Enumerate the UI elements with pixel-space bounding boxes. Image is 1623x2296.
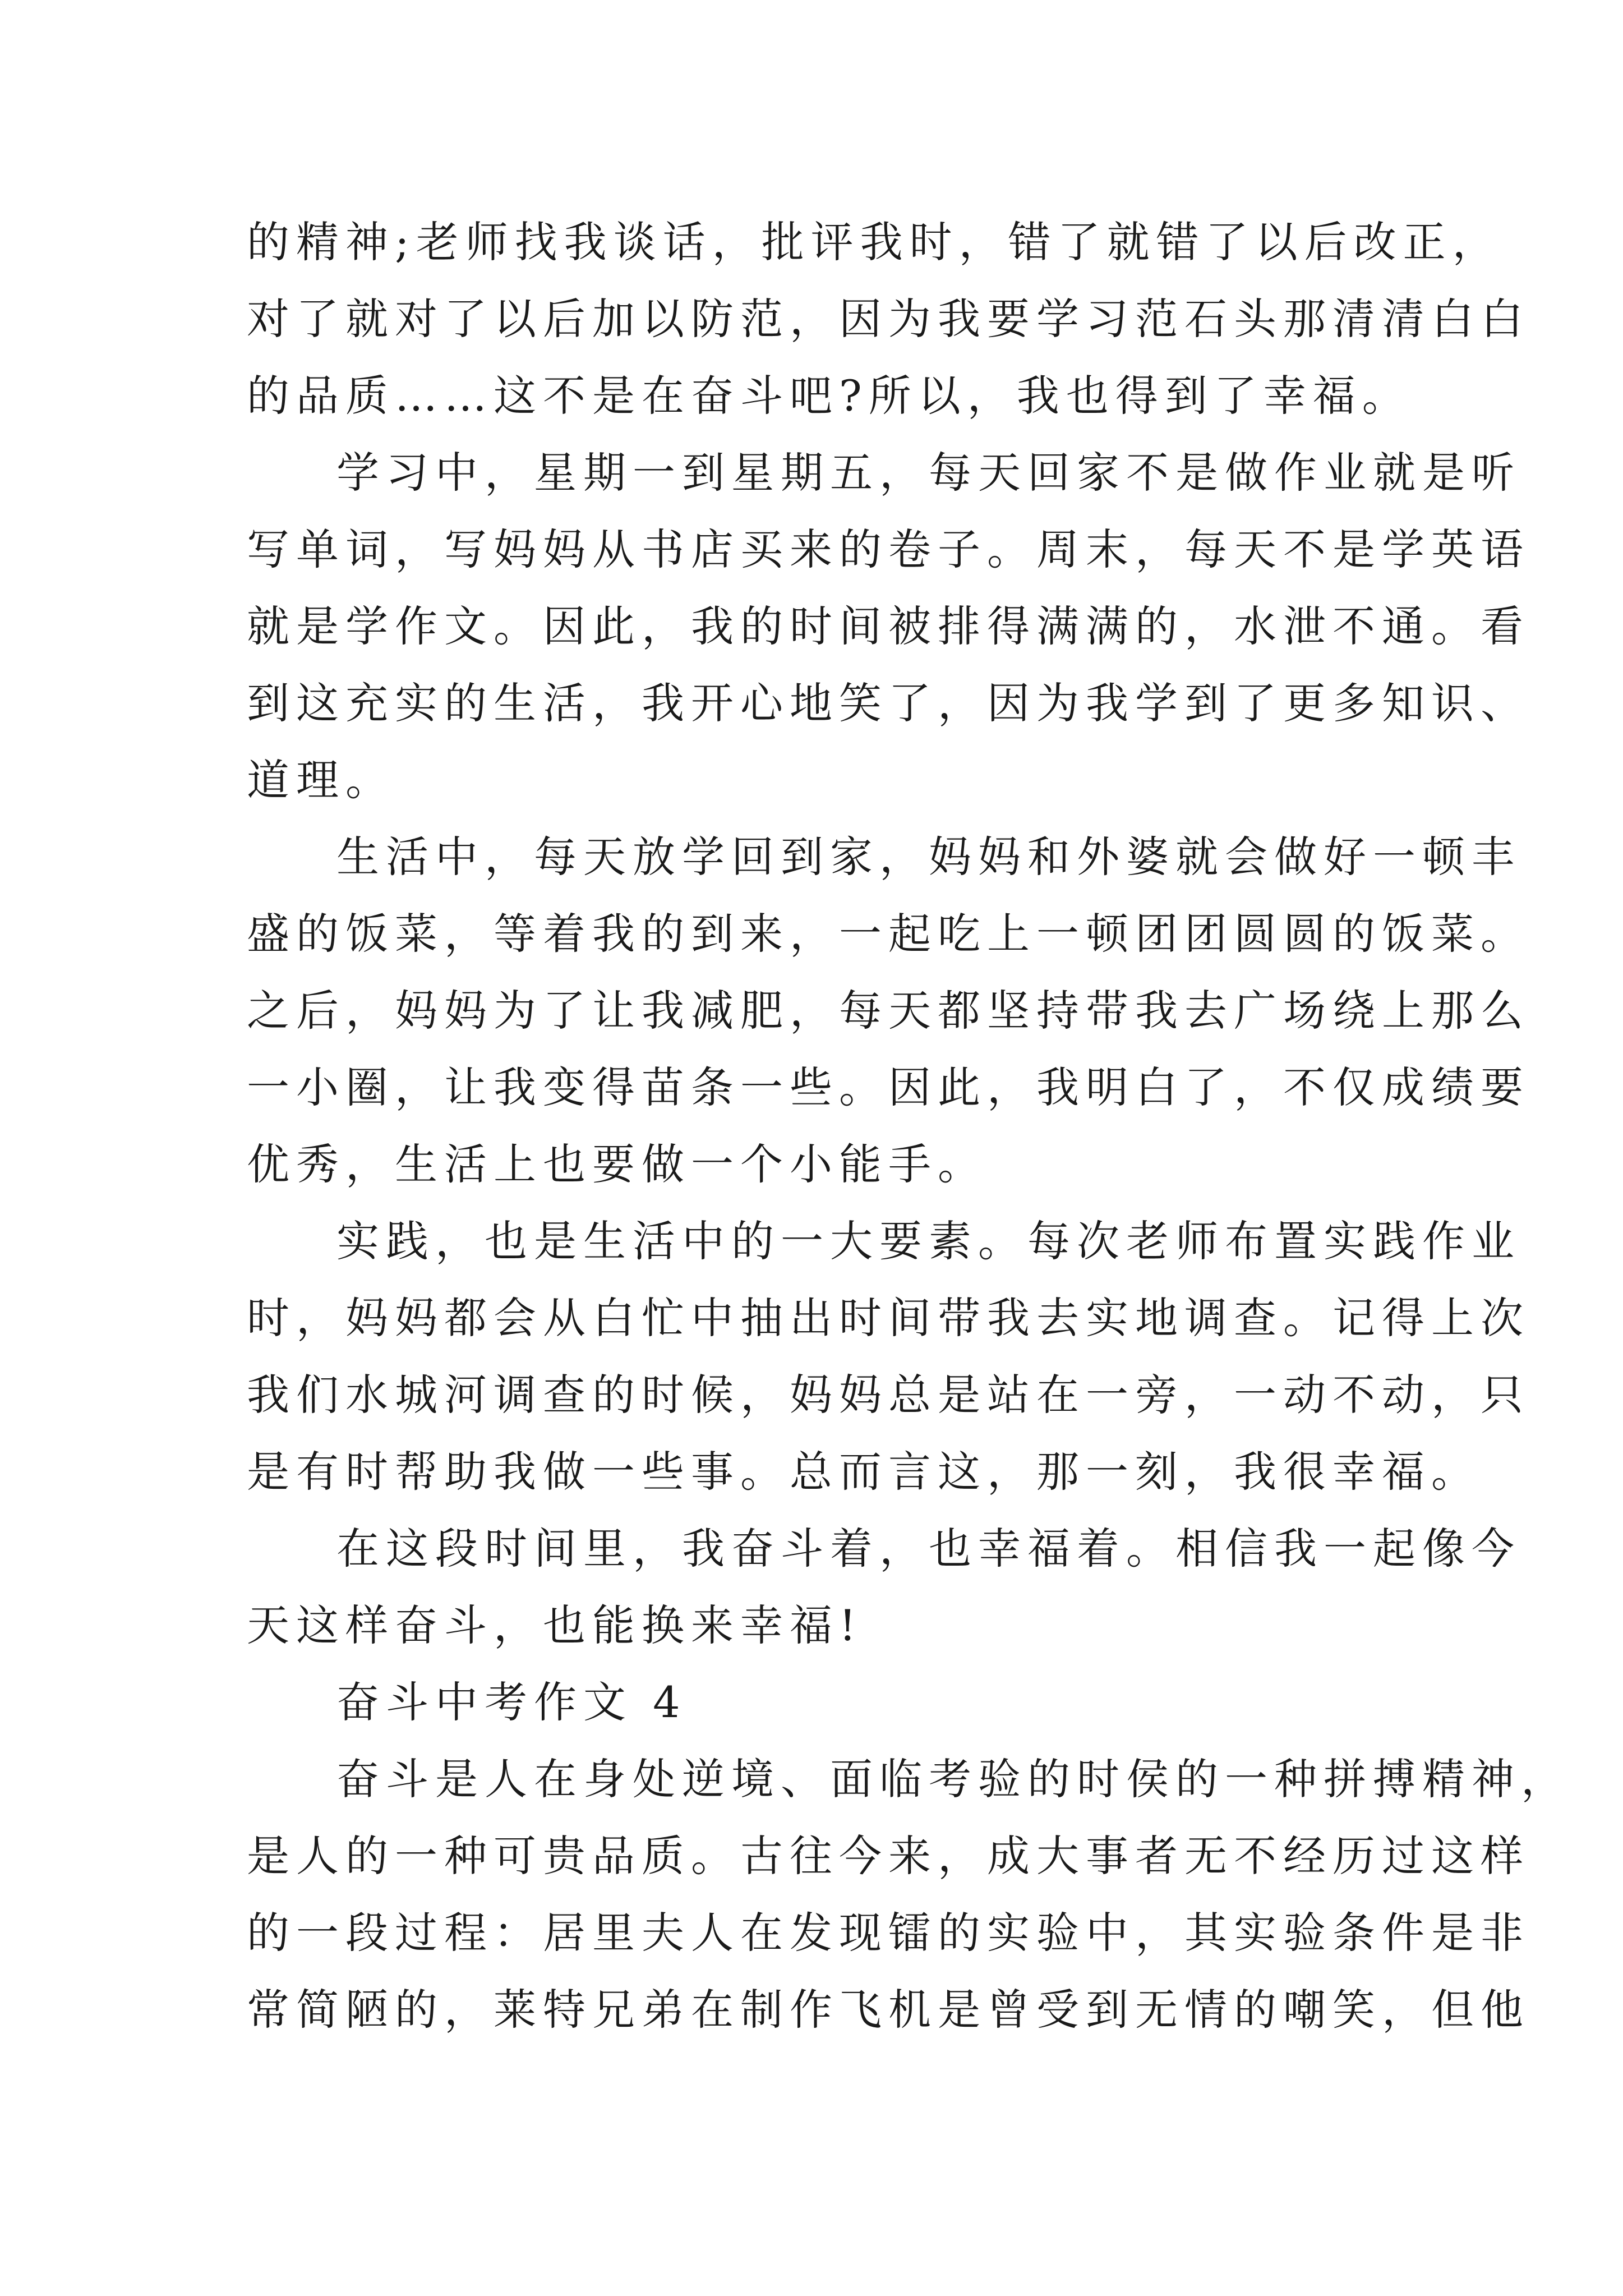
text-line: 常简陋的，莱特兄弟在制作飞机是曾受到无情的嘲笑，但他 xyxy=(247,1985,1530,2035)
paragraph-start: 生活中，每天放学回到家，妈妈和外婆就会做好一顿丰 xyxy=(336,832,1521,882)
section-heading: 奋斗中考作文 4 xyxy=(336,1677,687,1727)
text-line: 之后，妈妈为了让我减肥，每天都坚持带我去广场绕上那么 xyxy=(247,986,1530,1036)
paragraph-start: 学习中，星期一到星期五，每天回家不是做作业就是听 xyxy=(336,448,1521,498)
paragraph-start: 在这段时间里，我奋斗着，也幸福着。相信我一起像今 xyxy=(336,1524,1521,1573)
paragraph-start: 实践，也是生活中的一大要素。每次老师布置实践作业 xyxy=(336,1216,1521,1266)
text-line: 是人的一种可贵品质。古往今来，成大事者无不经历过这样 xyxy=(247,1831,1530,1881)
text-line: 优秀，生活上也要做一个小能手。 xyxy=(247,1139,987,1189)
text-line: 时，妈妈都会从白忙中抽出时间带我去实地调查。记得上次 xyxy=(247,1293,1530,1343)
text-line: 的一段过程：居里夫人在发现镭的实验中，其实验条件是非 xyxy=(247,1908,1530,1958)
text-line: 写单词，写妈妈从书店买来的卷子。周末，每天不是学英语 xyxy=(247,524,1530,574)
text-line: 盛的饭菜，等着我的到来，一起吃上一顿团团圆圆的饭菜。 xyxy=(247,909,1530,959)
text-line: 的品质……这不是在奋斗吧?所以，我也得到了幸福。 xyxy=(247,371,1412,421)
text-line: 就是学作文。因此，我的时间被排得满满的，水泄不通。看 xyxy=(247,601,1530,651)
text-line: 是有时帮助我做一些事。总而言这，那一刻，我很幸福。 xyxy=(247,1447,1481,1497)
text-line: 道理。 xyxy=(247,755,395,805)
paragraph-start: 奋斗是人在身处逆境、面临考验的时侯的一种拼搏精神， xyxy=(336,1754,1570,1804)
text-line: 对了就对了以后加以防范，因为我要学习范石头那清清白白 xyxy=(247,294,1530,344)
text-line: 到这充实的生活，我开心地笑了，因为我学到了更多知识、 xyxy=(247,678,1530,728)
text-line: 一小圈，让我变得苗条一些。因此，我明白了，不仅成绩要 xyxy=(247,1062,1530,1112)
text-line: 我们水城河调查的时候，妈妈总是站在一旁，一动不动，只 xyxy=(247,1370,1530,1420)
text-line: 的精神;老师找我谈话，批评我时，错了就错了以后改正， xyxy=(247,217,1502,267)
text-line: 天这样奋斗，也能换来幸福! xyxy=(247,1600,863,1650)
